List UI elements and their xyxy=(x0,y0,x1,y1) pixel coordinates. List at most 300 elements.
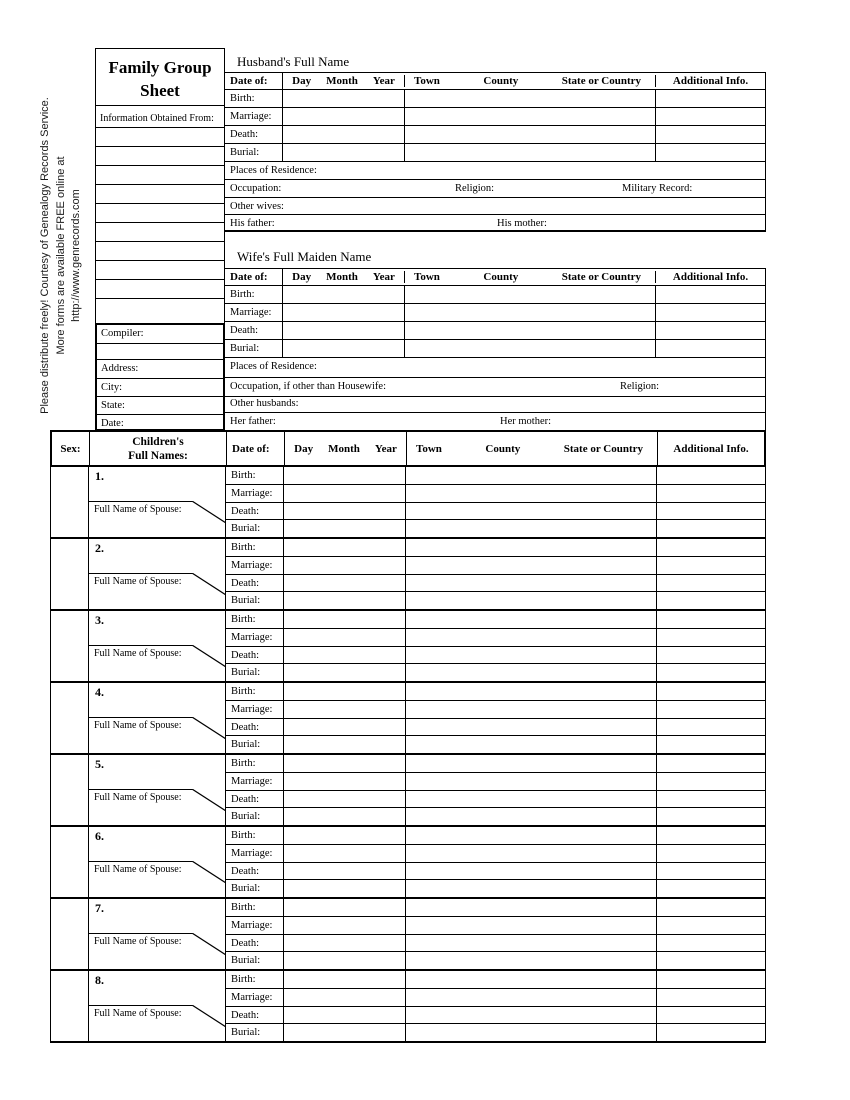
birth-label: Birth: xyxy=(226,467,284,484)
burial-date-cell xyxy=(284,808,406,825)
birth-place-cell xyxy=(405,286,656,303)
child-event-rows xyxy=(226,683,765,753)
burial-additional-cell xyxy=(656,340,765,357)
spouse-divider-line xyxy=(89,717,192,718)
burial-place-cell xyxy=(405,144,656,161)
full-name-of-spouse-label: Full Name of Spouse: xyxy=(94,864,182,875)
wife-marriage-row xyxy=(225,304,766,322)
death-label: Death: xyxy=(225,126,283,143)
marriage-date-cell xyxy=(284,989,406,1006)
birth-additional-cell xyxy=(657,755,765,772)
birth-date-cell xyxy=(284,755,406,772)
state-label: State: xyxy=(97,397,223,415)
marriage-date-cell xyxy=(284,701,406,718)
burial-label: Burial: xyxy=(225,340,283,357)
burial-place-cell xyxy=(406,880,657,897)
death-date-cell xyxy=(283,322,405,339)
child-block xyxy=(50,683,766,755)
child-number: 8. xyxy=(95,973,104,987)
spouse-divider-line xyxy=(89,933,192,934)
child-sex-cell xyxy=(51,971,89,1041)
other-husbands-label: Other husbands: xyxy=(230,398,299,409)
birth-place-cell xyxy=(406,683,657,700)
information-obtained-label: Information Obtained From: xyxy=(96,106,224,128)
death-date-cell xyxy=(284,647,406,663)
burial-label: Burial: xyxy=(226,664,284,681)
header-children-line2: Full Names: xyxy=(128,449,188,462)
full-name-of-spouse-label: Full Name of Spouse: xyxy=(94,936,182,947)
death-additional-cell xyxy=(657,935,765,951)
marriage-label: Marriage: xyxy=(225,304,283,321)
religion-label: Religion: xyxy=(455,183,495,194)
child-event-rows xyxy=(226,899,765,969)
ruled-blank-line xyxy=(96,242,224,261)
child-sex-cell xyxy=(51,755,89,825)
death-additional-cell xyxy=(657,1007,765,1023)
birth-place-cell xyxy=(406,755,657,772)
death-place-cell xyxy=(406,503,657,519)
birth-additional-cell xyxy=(656,286,765,303)
child-number: 6. xyxy=(95,829,104,843)
marriage-place-cell xyxy=(406,773,657,790)
header-sex: Sex: xyxy=(52,432,90,465)
header-state-or-country: State or Country xyxy=(563,442,643,455)
wife-occupation-row xyxy=(225,378,766,397)
child-number: 1. xyxy=(95,469,104,483)
wife-other-husbands-row xyxy=(225,397,766,413)
birth-label: Birth: xyxy=(225,286,283,303)
her-father-label: Her father: xyxy=(230,416,276,427)
child-sex-cell xyxy=(51,467,89,537)
marriage-date-cell xyxy=(283,108,405,125)
child-number: 7. xyxy=(95,901,104,915)
full-name-of-spouse-label: Full Name of Spouse: xyxy=(94,504,182,515)
birth-date-cell xyxy=(283,286,405,303)
child-name-cell xyxy=(89,971,226,1041)
death-date-cell xyxy=(284,503,406,519)
header-additional-info: Additional Info. xyxy=(672,271,749,283)
header-date-of: Date of: xyxy=(227,432,285,465)
child-number: 5. xyxy=(95,757,104,771)
child-number: 2. xyxy=(95,541,104,555)
header-year: Year xyxy=(372,271,395,283)
child-birth-row xyxy=(226,827,765,845)
children-section xyxy=(50,430,766,1043)
ruled-blank-line xyxy=(96,185,224,204)
burial-additional-cell xyxy=(657,880,765,897)
death-additional-cell xyxy=(657,575,765,591)
occupation-label: Occupation: xyxy=(230,183,282,194)
marriage-label: Marriage: xyxy=(226,701,284,718)
child-burial-row xyxy=(226,952,765,969)
death-label: Death: xyxy=(226,1007,284,1023)
marriage-label: Marriage: xyxy=(226,989,284,1006)
burial-date-cell xyxy=(284,952,406,969)
header-county: County xyxy=(483,271,519,283)
burial-label: Burial: xyxy=(226,736,284,753)
death-label: Death: xyxy=(226,791,284,807)
marriage-date-cell xyxy=(283,304,405,321)
birth-label: Birth: xyxy=(226,683,284,700)
spouse-divider-diagonal xyxy=(192,861,226,883)
death-date-cell xyxy=(284,935,406,951)
marriage-place-cell xyxy=(406,485,657,502)
header-additional-info: Additional Info. xyxy=(672,75,749,87)
burial-place-cell xyxy=(406,664,657,681)
full-name-of-spouse-label: Full Name of Spouse: xyxy=(94,648,182,659)
places-of-residence-label: Places of Residence: xyxy=(230,165,317,176)
child-birth-row xyxy=(226,971,765,989)
ruled-blank-line xyxy=(96,261,224,280)
death-additional-cell xyxy=(657,791,765,807)
header-month: Month xyxy=(326,271,358,283)
header-county: County xyxy=(485,442,521,455)
death-place-cell xyxy=(406,1007,657,1023)
marriage-place-cell xyxy=(405,108,656,125)
spouse-divider-line xyxy=(89,573,192,574)
death-date-cell xyxy=(284,791,406,807)
death-date-cell xyxy=(284,719,406,735)
marriage-additional-cell xyxy=(657,629,765,646)
places-of-residence-label: Places of Residence: xyxy=(230,361,317,372)
burial-place-cell xyxy=(406,520,657,537)
header-day-month-year xyxy=(283,75,405,87)
death-place-cell xyxy=(406,935,657,951)
death-label: Death: xyxy=(226,647,284,663)
burial-date-cell xyxy=(284,520,406,537)
ruled-blank-line xyxy=(96,204,224,223)
header-town: Town xyxy=(414,271,440,283)
date-label: Date: xyxy=(101,417,124,429)
header-year: Year xyxy=(372,75,395,87)
marriage-additional-cell xyxy=(656,108,765,125)
child-event-rows xyxy=(226,611,765,681)
child-marriage-row xyxy=(226,773,765,791)
husband-birth-row xyxy=(225,90,766,108)
birth-place-cell xyxy=(406,611,657,628)
burial-label: Burial: xyxy=(226,592,284,609)
birth-date-cell xyxy=(284,467,406,484)
birth-date-cell xyxy=(284,827,406,844)
distribution-note xyxy=(38,83,92,428)
child-burial-row xyxy=(226,520,765,537)
child-birth-row xyxy=(226,611,765,629)
burial-additional-cell xyxy=(657,664,765,681)
header-date-of: Date of: xyxy=(225,269,283,286)
burial-additional-cell xyxy=(657,520,765,537)
children-blocks xyxy=(50,467,766,1043)
ruled-blank-line xyxy=(96,147,224,166)
child-sex-cell xyxy=(51,683,89,753)
header-children-full-names xyxy=(90,432,227,465)
marriage-additional-cell xyxy=(657,701,765,718)
marriage-label: Marriage: xyxy=(226,773,284,790)
marriage-date-cell xyxy=(284,773,406,790)
marriage-place-cell xyxy=(406,701,657,718)
husband-places-row xyxy=(225,162,766,180)
burial-label: Burial: xyxy=(226,952,284,969)
birth-date-cell xyxy=(284,539,406,556)
child-block xyxy=(50,611,766,683)
header-day: Day xyxy=(292,75,312,87)
child-sex-cell xyxy=(51,539,89,609)
burial-additional-cell xyxy=(657,952,765,969)
birth-additional-cell xyxy=(657,827,765,844)
header-additional-info: Additional Info. xyxy=(673,442,749,455)
husband-occupation-row xyxy=(225,180,766,198)
death-additional-cell xyxy=(657,719,765,735)
child-marriage-row xyxy=(226,629,765,647)
birth-label: Birth: xyxy=(226,971,284,988)
death-place-cell xyxy=(406,719,657,735)
header-month: Month xyxy=(328,442,360,455)
birth-additional-cell xyxy=(657,467,765,484)
child-burial-row xyxy=(226,592,765,609)
burial-date-cell xyxy=(284,880,406,897)
child-name-cell xyxy=(89,755,226,825)
death-place-cell xyxy=(406,791,657,807)
marriage-date-cell xyxy=(284,845,406,862)
child-event-rows xyxy=(226,755,765,825)
birth-additional-cell xyxy=(657,899,765,916)
birth-date-cell xyxy=(284,611,406,628)
birth-additional-cell xyxy=(657,611,765,628)
husband-burial-row xyxy=(225,144,766,162)
children-table-header xyxy=(50,430,766,467)
child-block xyxy=(50,899,766,971)
death-date-cell xyxy=(284,1007,406,1023)
burial-date-cell xyxy=(284,1024,406,1041)
distribution-note-line1: Please distribute freely! Courtesy of Genealogy Records Service. xyxy=(39,97,51,414)
child-birth-row xyxy=(226,755,765,773)
child-birth-row xyxy=(226,683,765,701)
child-number: 3. xyxy=(95,613,104,627)
ruled-blank-line xyxy=(96,280,224,299)
birth-label: Birth: xyxy=(225,90,283,107)
header-day: Day xyxy=(292,271,312,283)
marriage-date-cell xyxy=(284,557,406,574)
death-place-cell xyxy=(406,575,657,591)
burial-place-cell xyxy=(405,340,656,357)
death-date-cell xyxy=(284,575,406,591)
spouse-divider-diagonal xyxy=(192,717,226,739)
his-father-label: His father: xyxy=(230,218,275,229)
marriage-date-cell xyxy=(284,917,406,934)
child-marriage-row xyxy=(226,989,765,1007)
spouse-divider-diagonal xyxy=(192,1005,226,1027)
child-block xyxy=(50,467,766,539)
marriage-additional-cell xyxy=(657,485,765,502)
compiler-label: Compiler: xyxy=(97,325,223,344)
child-event-rows xyxy=(226,971,765,1041)
child-block xyxy=(50,755,766,827)
header-year: Year xyxy=(374,442,397,455)
her-mother-label: Her mother: xyxy=(500,416,552,427)
marriage-additional-cell xyxy=(657,773,765,790)
distribution-note-line2: More forms are available FREE online at xyxy=(54,156,67,355)
header-children-line1: Children's xyxy=(132,435,184,448)
child-sex-cell xyxy=(51,611,89,681)
birth-place-cell xyxy=(405,90,656,107)
child-burial-row xyxy=(226,808,765,825)
header-day-month-year xyxy=(283,271,405,283)
husband-marriage-row xyxy=(225,108,766,126)
wife-table-header xyxy=(225,268,766,286)
burial-date-cell xyxy=(283,340,405,357)
husband-title: Husband's Full Name xyxy=(237,54,350,69)
child-block xyxy=(50,539,766,611)
birth-additional-cell xyxy=(657,971,765,988)
wife-burial-row xyxy=(225,340,766,358)
child-death-row xyxy=(226,503,765,520)
spouse-divider-line xyxy=(89,861,192,862)
child-death-row xyxy=(226,647,765,664)
header-town-county-state xyxy=(405,75,656,87)
marriage-place-cell xyxy=(406,557,657,574)
husband-table-header xyxy=(225,72,766,90)
occupation-housewife-label: Occupation, if other than Housewife: xyxy=(230,381,386,392)
birth-place-cell xyxy=(406,971,657,988)
child-death-row xyxy=(226,791,765,808)
child-marriage-row xyxy=(226,845,765,863)
child-birth-row xyxy=(226,467,765,485)
spouse-divider-diagonal xyxy=(192,933,226,955)
burial-additional-cell xyxy=(657,1024,765,1041)
death-label: Death: xyxy=(225,322,283,339)
birth-place-cell xyxy=(406,539,657,556)
child-burial-row xyxy=(226,664,765,681)
husband-parents-row xyxy=(225,215,766,232)
child-block xyxy=(50,827,766,899)
wife-birth-row xyxy=(225,286,766,304)
death-label: Death: xyxy=(226,503,284,519)
compiler-box xyxy=(95,323,225,431)
header-town-county-state xyxy=(405,271,656,283)
wife-section xyxy=(225,240,766,430)
ruled-blank-line xyxy=(96,128,224,147)
burial-additional-cell xyxy=(656,144,765,161)
child-marriage-row xyxy=(226,557,765,575)
child-block xyxy=(50,971,766,1043)
child-sex-cell xyxy=(51,899,89,969)
marriage-label: Marriage: xyxy=(225,108,283,125)
child-burial-row xyxy=(226,736,765,753)
other-wives-label: Other wives: xyxy=(230,201,284,212)
form-title-line1: Family Group xyxy=(108,58,212,77)
header-town-county-state xyxy=(407,432,658,465)
burial-date-cell xyxy=(284,664,406,681)
child-burial-row xyxy=(226,880,765,897)
full-name-of-spouse-label: Full Name of Spouse: xyxy=(94,720,182,731)
birth-additional-cell xyxy=(656,90,765,107)
child-sex-cell xyxy=(51,827,89,897)
header-day: Day xyxy=(294,442,314,455)
marriage-place-cell xyxy=(406,917,657,934)
header-county: County xyxy=(483,75,519,87)
marriage-date-cell xyxy=(284,485,406,502)
child-death-row xyxy=(226,1007,765,1024)
birth-label: Birth: xyxy=(226,755,284,772)
wife-places-row xyxy=(225,358,766,378)
death-date-cell xyxy=(284,863,406,879)
marriage-label: Marriage: xyxy=(226,629,284,646)
city-label: City: xyxy=(97,379,223,398)
wife-parents-row xyxy=(225,413,766,430)
birth-date-cell xyxy=(284,683,406,700)
death-additional-cell xyxy=(656,322,765,339)
burial-date-cell xyxy=(284,592,406,609)
spouse-divider-diagonal xyxy=(192,789,226,811)
spouse-divider-diagonal xyxy=(192,501,226,523)
burial-label: Burial: xyxy=(226,520,284,537)
birth-label: Birth: xyxy=(226,539,284,556)
birth-date-cell xyxy=(283,90,405,107)
ruled-blank-line xyxy=(96,299,224,323)
child-marriage-row xyxy=(226,917,765,935)
death-additional-cell xyxy=(656,126,765,143)
spouse-divider-line xyxy=(89,789,192,790)
marriage-label: Marriage: xyxy=(226,557,284,574)
wife-death-row xyxy=(225,322,766,340)
death-place-cell xyxy=(405,322,656,339)
burial-label: Burial: xyxy=(226,880,284,897)
header-town: Town xyxy=(414,75,440,87)
child-number: 4. xyxy=(95,685,104,699)
child-marriage-row xyxy=(226,485,765,503)
birth-label: Birth: xyxy=(226,899,284,916)
marriage-label: Marriage: xyxy=(226,845,284,862)
marriage-additional-cell xyxy=(657,845,765,862)
burial-place-cell xyxy=(406,952,657,969)
form-title-line2: Sheet xyxy=(140,81,180,100)
burial-place-cell xyxy=(406,808,657,825)
spouse-divider-line xyxy=(89,1005,192,1006)
burial-label: Burial: xyxy=(225,144,283,161)
birth-additional-cell xyxy=(657,539,765,556)
child-name-cell xyxy=(89,899,226,969)
spouse-divider-line xyxy=(89,501,192,502)
birth-place-cell xyxy=(406,827,657,844)
child-name-cell xyxy=(89,611,226,681)
birth-additional-cell xyxy=(657,683,765,700)
death-label: Death: xyxy=(226,863,284,879)
death-additional-cell xyxy=(657,503,765,519)
husband-section xyxy=(225,48,766,232)
child-death-row xyxy=(226,575,765,592)
burial-label: Burial: xyxy=(226,1024,284,1041)
marriage-label: Marriage: xyxy=(226,917,284,934)
marriage-place-cell xyxy=(406,989,657,1006)
header-state-or-country: State or Country xyxy=(561,75,641,87)
burial-additional-cell xyxy=(657,736,765,753)
military-record-label: Military Record: xyxy=(622,183,693,194)
child-name-cell xyxy=(89,827,226,897)
burial-additional-cell xyxy=(657,592,765,609)
burial-additional-cell xyxy=(657,808,765,825)
compiler-blank-line xyxy=(97,344,223,361)
header-day-month-year xyxy=(285,432,407,465)
death-date-cell xyxy=(283,126,405,143)
distribution-note-url: http://www.genrecords.com xyxy=(70,189,82,322)
death-label: Death: xyxy=(226,935,284,951)
spouse-divider-diagonal xyxy=(192,573,226,595)
husband-death-row xyxy=(225,126,766,144)
birth-place-cell xyxy=(406,899,657,916)
child-event-rows xyxy=(226,467,765,537)
ruled-blank-line xyxy=(96,223,224,242)
marriage-additional-cell xyxy=(656,304,765,321)
death-place-cell xyxy=(406,863,657,879)
